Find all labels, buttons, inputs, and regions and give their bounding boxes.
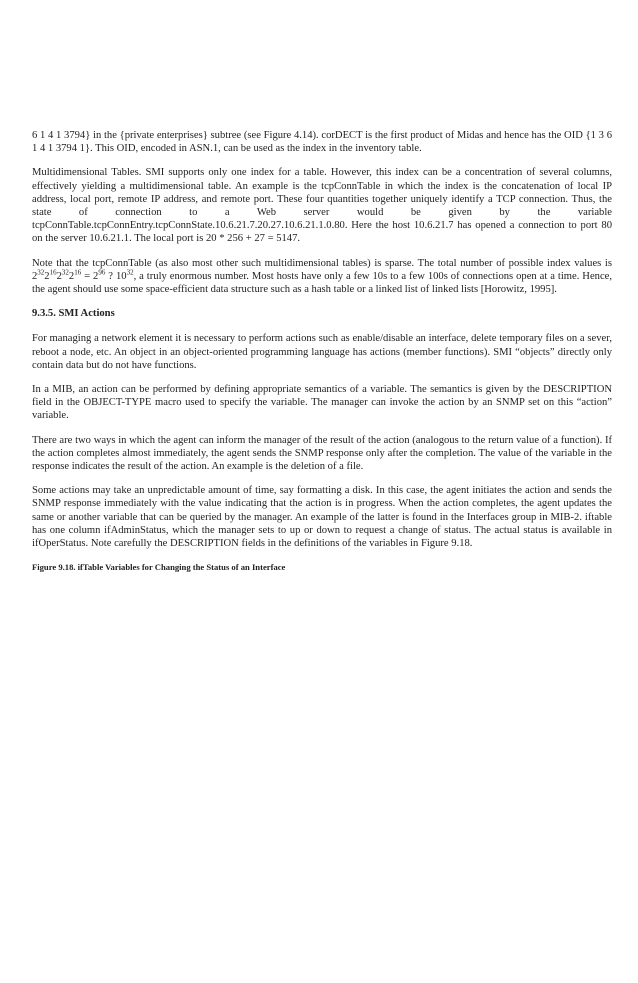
text-run: Note that the tcpConnTable (as also most other such multidimensional tables) is sparse. The total number of possible index values is 2: [32, 257, 612, 282]
figure-caption: Figure 9.18. ifTable Variables for Changing the Status of an Interface: [32, 562, 286, 573]
exponent: 96: [98, 268, 106, 277]
text-run: 2: [44, 270, 50, 282]
text-run: = 2: [81, 270, 99, 282]
text-run: 2: [68, 270, 75, 282]
exponent: 32: [61, 268, 69, 277]
paragraph-result-reporting: There are two ways in which the agent can inform the manager of the result of the action (analogous to the return value of a function). If the action completes almost immediately, the agent sends the SNMP response only after the completion. The value of the variable in the response indicates the result of the action. An example is the deletion of a file.: [32, 434, 612, 473]
paragraph-sparse-table: [32, 257, 612, 297]
paragraph-mib-action: In a MIB, an action can be performed by defining appropriate semantics of a variable. The semantics is given by the DESCRIPTION field in the OBJECT-TYPE macro used to specify the variable. The manager can invoke the action by an SNMP set on this “action” variable.: [32, 384, 612, 422]
text-run: 2: [56, 270, 62, 282]
exponent: 32: [37, 268, 45, 277]
exponent: 32: [126, 268, 134, 277]
text-run: ? 10: [105, 270, 127, 282]
text-run: , a truly enormous number. Most hosts have only a few 10s to a few 100s of connections open at a time. Hence, the agent should use some space-efficient data structure such as a hash table or a linked list of linked lists [Horowitz, 1995].: [32, 270, 613, 296]
exponent: 16: [49, 268, 57, 277]
section-heading: 9.3.5. SMI Actions: [32, 308, 115, 320]
paragraph-long-actions: Some actions may take an unpredictable amount of time, say formatting a disk. In this case, the agent initiates the action and sends the SNMP response immediately with the value indicating that the action is in progress. When the action completes, the agent updates the same or another variable that can be queried by the manager. An example of the latter is found in the Interfaces group in MIB-2. iftable has one column ifAdminStatus, which the manager sets to up or down to request a change of status. The actual status is available in ifOperStatus. Note carefully the DESCRIPTION fields in the definitions of the variables in Figure 9.18.: [32, 485, 612, 550]
exponent: 16: [74, 268, 82, 277]
paragraph-multidimensional-tables: Multidimensional Tables. SMI supports only one index for a table. However, this index can be a concentration of several columns, effectively yielding a multidimensional table. An example is the tcpConnTable in which the index is the concatenation of local IP address, local port, remote IP address, and remote port. These four quantities together uniquely identify a TCP connection. Thus, the state of connection to a Web server would be given by the variable tcpConnTable.tcpConnEntry.tcpConnState.10.6.21.7.20.27.10.6.21.1.0.80. Here the host 10.6.21.7 has opened a connection to port 80 on the server 10.6.21.1. The local port is 20 * 256 + 27 = 5147.: [32, 167, 612, 245]
document-page: [32, 129, 612, 574]
paragraph-oid: 6 1 4 1 3794} in the {private enterprises} subtree (see Figure 4.14). corDECT is the first product of Midas and hence has the OID {1 3 6 1 4 1 3794 1}. This OID, encoded in ASN.1, can be used as the index in the inventory table.: [32, 130, 612, 155]
paragraph-managing-actions: For managing a network element it is necessary to perform actions such as enable/disable an interface, delete temporary files on a sever, reboot a node, etc. An object in an object-oriented programming language has actions (member functions). SMI “objects” directly only contain data but do not have functions.: [32, 333, 612, 371]
